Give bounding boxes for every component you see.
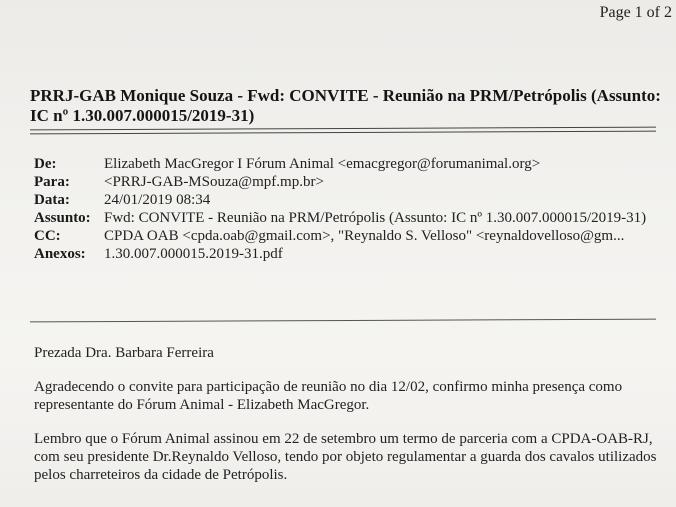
from-label: De:: [34, 156, 57, 172]
to-value: <PRRJ-GAB-MSouza@mpf.mp.br>: [104, 174, 324, 190]
cc-value: CPDA OAB <cpda.oab@gmail.com>, "Reynaldo S. Velloso" <reynaldovelloso@gm...: [104, 228, 625, 244]
subject-label: Assunto:: [34, 210, 91, 226]
to-label: Para:: [34, 174, 70, 190]
email-body: [34, 344, 659, 500]
greeting: Prezada Dra. Barbara Ferreira: [34, 345, 214, 361]
header-divider: [30, 319, 656, 323]
page-number: Page 1 of 2: [599, 4, 672, 21]
title-divider: [30, 127, 656, 135]
cc-label: CC:: [34, 228, 61, 244]
subject-row: [34, 209, 664, 227]
attachments-label: Anexos:: [34, 246, 86, 262]
date-label: Data:: [34, 192, 70, 208]
date-value: 24/01/2019 08:34: [104, 192, 211, 208]
from-row: [34, 155, 664, 173]
cc-row: [34, 227, 664, 245]
attachments-value: 1.30.007.000015.2019-31.pdf: [104, 246, 283, 262]
email-header-table: [34, 155, 664, 263]
to-row: [34, 173, 664, 191]
from-value: Elizabeth MacGregor I Fórum Animal <emacgregor@forumanimal.org>: [104, 156, 541, 172]
attachments-row: [34, 245, 664, 263]
email-subject-title: PRRJ-GAB Monique Souza - Fwd: CONVITE - Reunião na PRM/Petrópolis (Assunto: IC nº 1.30.007.000015/2019-31): [30, 86, 661, 125]
body-paragraph-2: Lembro que o Fórum Animal assinou em 22 de setembro um termo de parceria com a CPDA-OAB-RJ, com seu presidente Dr.Reynaldo Velloso, tendo por objeto regulamentar a guarda dos cavalos utilizados pelos charreteiros da cidade de Petrópolis.: [34, 431, 657, 483]
body-paragraph-1: Agradecendo o convite para participação de reunião no dia 12/02, confirmo minha presença como representante do Fórum Animal - Elizabeth MacGregor.: [34, 379, 623, 413]
subject-value: Fwd: CONVITE - Reunião na PRM/Petrópolis (Assunto: IC nº 1.30.007.000015/2019-31): [104, 210, 647, 226]
date-row: [34, 191, 664, 209]
